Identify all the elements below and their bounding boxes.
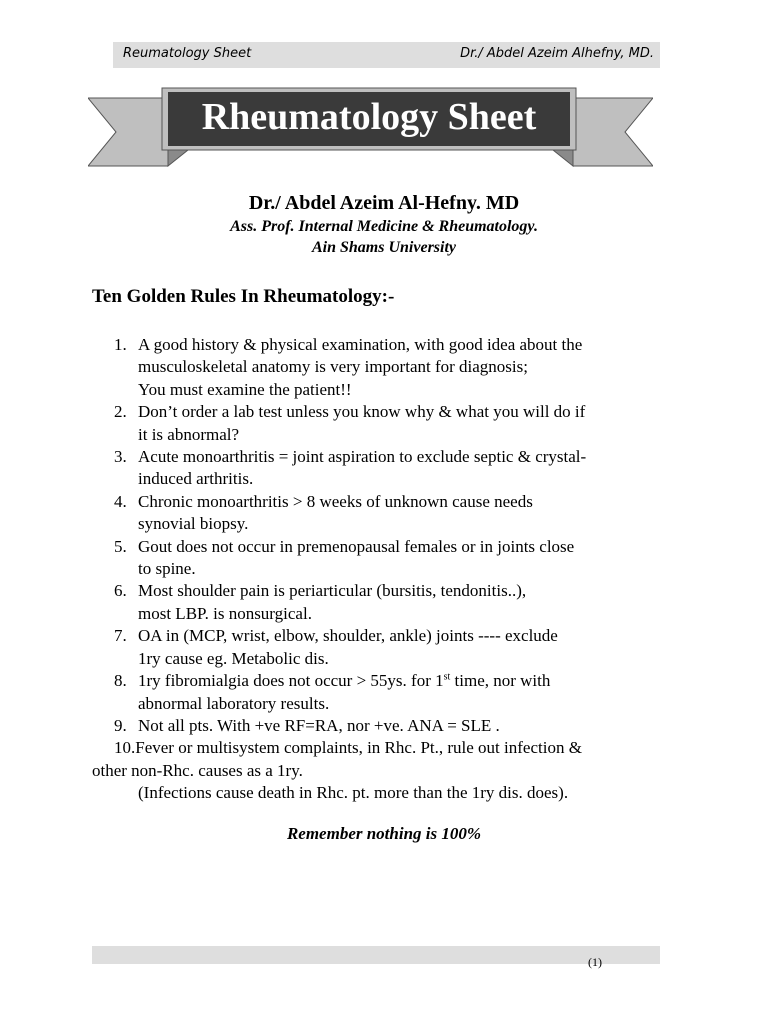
header-left-text: Reumatology Sheet	[123, 46, 252, 61]
rule-line: Gout does not occur in premenopausal females or in joints close	[138, 536, 575, 556]
rule-line: synovial biopsy.	[138, 514, 249, 534]
list-item	[92, 580, 702, 625]
rule-line	[138, 670, 702, 692]
rule-number: 3.	[114, 447, 127, 467]
rule-line: OA in (MCP, wrist, elbow, shoulder, ankle) joints ---- exclude	[138, 626, 558, 646]
rule-text: 1ry fibromialgia does not occur > 55ys. for 1	[138, 671, 444, 691]
rule-number: 10.	[114, 738, 136, 758]
rule-line: Acute monoarthritis = joint aspiration to exclude septic & crystal-	[138, 447, 587, 467]
page-number: (1)	[588, 955, 602, 969]
header-right-text: Dr./ Abdel Azeim Alhefny, MD.	[460, 46, 654, 61]
rule-number: 9.	[114, 715, 127, 735]
rules-list	[92, 334, 702, 805]
rule-line: Most shoulder pain is periarticular (bursitis, tendonitis..),	[138, 581, 527, 601]
rule-line: 1ry cause eg. Metabolic dis.	[138, 648, 329, 668]
list-item	[92, 715, 702, 737]
rule-line: Don’t order a lab test unless you know why & what you will do if	[138, 402, 586, 422]
rule-line: musculoskeletal anatomy is very important for diagnosis;	[138, 357, 528, 377]
author-position: Ass. Prof. Internal Medicine & Rheumatology.	[230, 218, 538, 235]
rule-line: most LBP. is nonsurgical.	[138, 603, 312, 623]
rule-number: 1.	[114, 335, 127, 354]
list-item	[92, 536, 702, 581]
list-item	[92, 334, 702, 401]
superscript-text: st	[443, 671, 451, 683]
list-item	[92, 491, 702, 536]
banner-right-tail	[573, 98, 653, 166]
rule-line: Not all pts. With +ve RF=RA, nor +ve. ANA = SLE .	[138, 715, 500, 735]
rule-line: induced arthritis.	[138, 469, 254, 489]
banner-right-fold	[553, 150, 573, 166]
rule-line: abnormal laboratory results.	[138, 693, 330, 713]
footer-bar	[92, 946, 660, 964]
author-university: Ain Shams University	[311, 239, 457, 256]
rule-number: 6.	[114, 581, 127, 601]
rule-line: it is abnormal?	[138, 424, 240, 444]
rule-number: 2.	[114, 402, 127, 422]
rule-text: Fever or multisystem complaints, in Rhc. Pt., rule out infection &	[135, 738, 582, 758]
rule-line: (Infections cause death in Rhc. pt. more than the 1ry dis. does).	[138, 783, 569, 803]
list-item	[92, 446, 702, 491]
rule-number: 4.	[114, 491, 127, 511]
rule-line: other non-Rhc. causes as a 1ry.	[92, 760, 303, 780]
rule-text: time, nor with	[450, 671, 551, 691]
rule-number: 7.	[114, 626, 127, 646]
rule-line: A good history & physical examination, with good idea about the	[138, 335, 583, 354]
list-item	[92, 625, 702, 670]
banner-left-tail	[88, 98, 168, 166]
rule-line	[92, 737, 702, 759]
author-name: Dr./ Abdel Azeim Al-Hefny. MD	[248, 192, 520, 214]
banner-left-fold	[168, 150, 188, 166]
rule-number: 5.	[114, 536, 127, 556]
closing-remark: Remember nothing is 100%	[286, 824, 482, 843]
list-item	[92, 737, 702, 804]
list-item	[92, 401, 702, 446]
rule-line: Chronic monoarthritis > 8 weeks of unknown cause needs	[138, 491, 533, 511]
rule-line: You must examine the patient!!	[138, 379, 352, 399]
section-title: Ten Golden Rules In Rheumatology:-	[92, 286, 395, 307]
running-header	[113, 42, 660, 68]
page-title: Rheumatology Sheet	[201, 96, 537, 138]
rule-number: 8.	[114, 671, 127, 691]
rule-line: to spine.	[138, 559, 196, 579]
list-item	[92, 670, 702, 715]
